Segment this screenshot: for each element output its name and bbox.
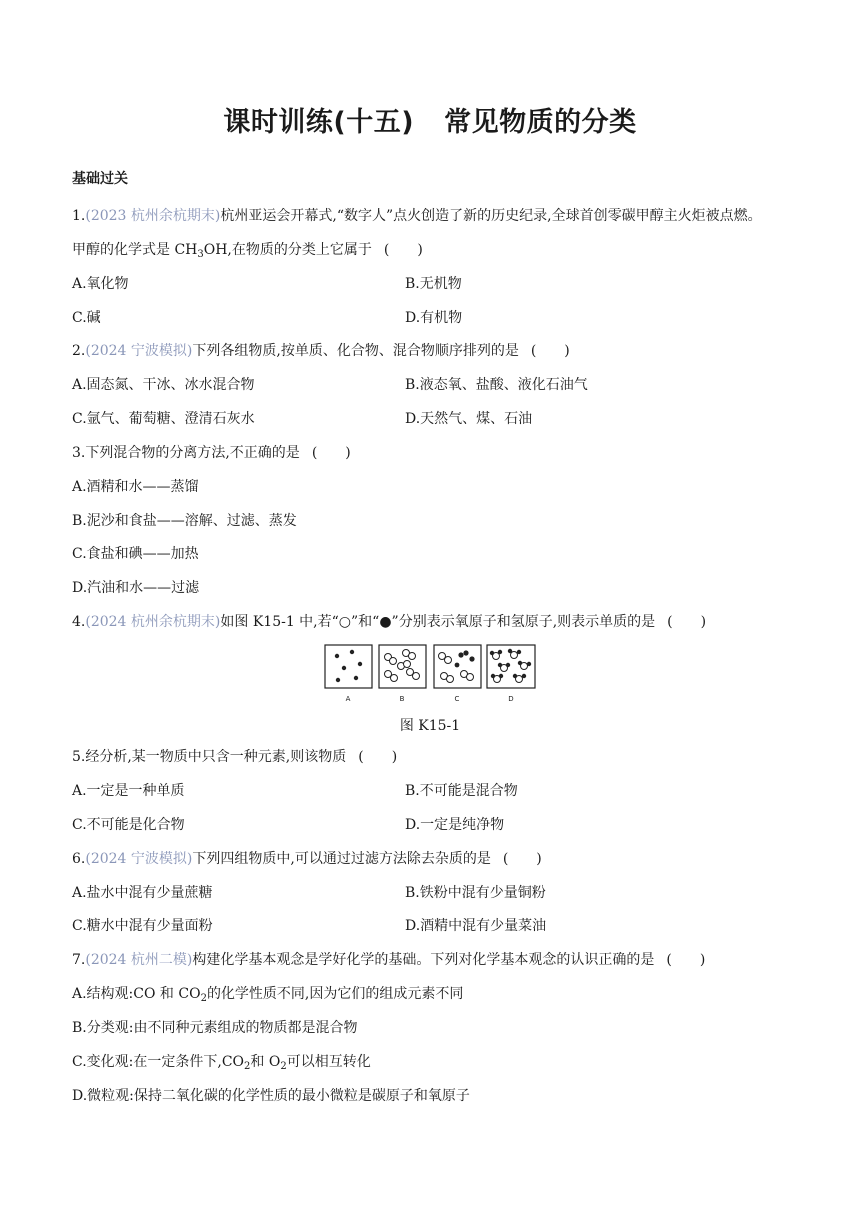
box-a <box>325 645 372 688</box>
page-title <box>0 100 860 139</box>
q7-option-d: D.微粒观:保持二氧化碳的化学性质的最小微粒是碳原子和氧原子 <box>72 1088 470 1104</box>
q1-option-c: C.碱 <box>72 310 101 326</box>
q5-option-c: C.不可能是化合物 <box>72 817 185 833</box>
box-d-atoms <box>490 649 531 683</box>
q7-option-a: A.结构观:CO 和 $CO_2$的化学性质不同,因为它们的组成元素不同 <box>72 986 464 1004</box>
q3-option-a: A.酒精和水——蒸馏 <box>72 479 199 495</box>
answer-blank: ( ) <box>383 242 423 258</box>
q1-option-b: B.无机物 <box>405 276 462 292</box>
title-sub: 常见物质的分类 <box>444 107 637 138</box>
q2-source: (2024 宁波模拟) <box>85 343 193 359</box>
q1-stem-line1: 1.(2023 杭州余杭期末)杭州亚运会开幕式,“数字人”点火创造了新的历史纪录,全球首创零碳甲醇主火炬被点燃。 <box>72 208 762 224</box>
box-label-b: B <box>399 695 405 703</box>
q3-option-b: B.泥沙和食盐——溶解、过滤、蒸发 <box>72 513 297 529</box>
q3-option-c: C.食盐和碘——加热 <box>72 546 199 562</box>
q3-stem: 3.下列混合物的分离方法,不正确的是 ( ) <box>72 445 351 461</box>
q2-stem: 2.(2024 宁波模拟)下列各组物质,按单质、化合物、混合物顺序排列的是 ( ) <box>72 343 570 359</box>
q2-option-c: C.氩气、葡萄糖、澄清石灰水 <box>72 411 255 427</box>
q6-stem: 6.(2024 宁波模拟)下列四组物质中,可以通过过滤方法除去杂质的是 ( ) <box>72 851 542 867</box>
answer-blank: ( ) <box>358 749 398 765</box>
box-label-a: A <box>345 695 351 703</box>
q5-option-d: D.一定是纯净物 <box>405 817 505 833</box>
q7-source: (2024 杭州二模) <box>85 952 193 968</box>
answer-blank: ( ) <box>667 614 707 630</box>
answer-blank: ( ) <box>502 851 542 867</box>
q4-source: (2024 杭州余杭期末) <box>85 614 221 630</box>
q5-option-b: B.不可能是混合物 <box>405 783 518 799</box>
q2-option-d: D.天然气、煤、石油 <box>405 411 533 427</box>
q1-option-a: A.氧化物 <box>72 276 129 292</box>
molecule-figure <box>324 642 538 706</box>
box-c-atoms <box>439 650 475 682</box>
answer-blank: ( ) <box>666 952 706 968</box>
q2-option-a: A.固态氮、干冰、冰水混合物 <box>72 377 255 393</box>
q3-option-d: D.汽油和水——过滤 <box>72 580 200 596</box>
figure-caption: 图 K15-1 <box>399 718 461 734</box>
q1-stem-line2: 甲醇的化学式是 $CH_3OH$,在物质的分类上它属于 ( ) <box>72 242 423 260</box>
q7-option-b: B.分类观:由不同种元素组成的物质都是混合物 <box>72 1020 358 1036</box>
box-label-d: D <box>508 695 514 703</box>
q5-option-a: A.一定是一种单质 <box>72 783 185 799</box>
q6-option-d: D.酒精中混有少量菜油 <box>405 918 547 934</box>
q1-source: (2023 杭州余杭期末) <box>85 208 221 224</box>
box-a-atoms <box>335 650 362 682</box>
q1-option-d: D.有机物 <box>405 310 463 326</box>
box-b-atoms <box>385 650 420 682</box>
box-label-c: C <box>454 695 460 703</box>
q6-option-c: C.糖水中混有少量面粉 <box>72 918 213 934</box>
q6-option-a: A.盐水中混有少量蔗糖 <box>72 885 213 901</box>
q7-stem: 7.(2024 杭州二模)构建化学基本观念是学好化学的基础。下列对化学基本观念的认识正确的是 ( ) <box>72 952 706 968</box>
q2-option-b: B.液态氧、盐酸、液化石油气 <box>405 377 588 393</box>
q5-stem: 5.经分析,某一物质中只含一种元素,则该物质 ( ) <box>72 749 398 765</box>
q7-option-c: C.变化观:在一定条件下$,CO_2$和 $O_2$可以相互转化 <box>72 1054 371 1072</box>
section-heading: 基础过关 <box>72 171 128 187</box>
q6-source: (2024 宁波模拟) <box>85 851 193 867</box>
q6-option-b: B.铁粉中混有少量铜粉 <box>405 885 546 901</box>
title-main: 课时训练(十五) <box>223 107 415 138</box>
answer-blank: ( ) <box>530 343 570 359</box>
answer-blank: ( ) <box>311 445 351 461</box>
q4-stem: 4.(2024 杭州余杭期末)如图 K15-1 中,若“○”和“●”分别表示氧原子和氢原子,则表示单质的是 ( ) <box>72 614 707 630</box>
